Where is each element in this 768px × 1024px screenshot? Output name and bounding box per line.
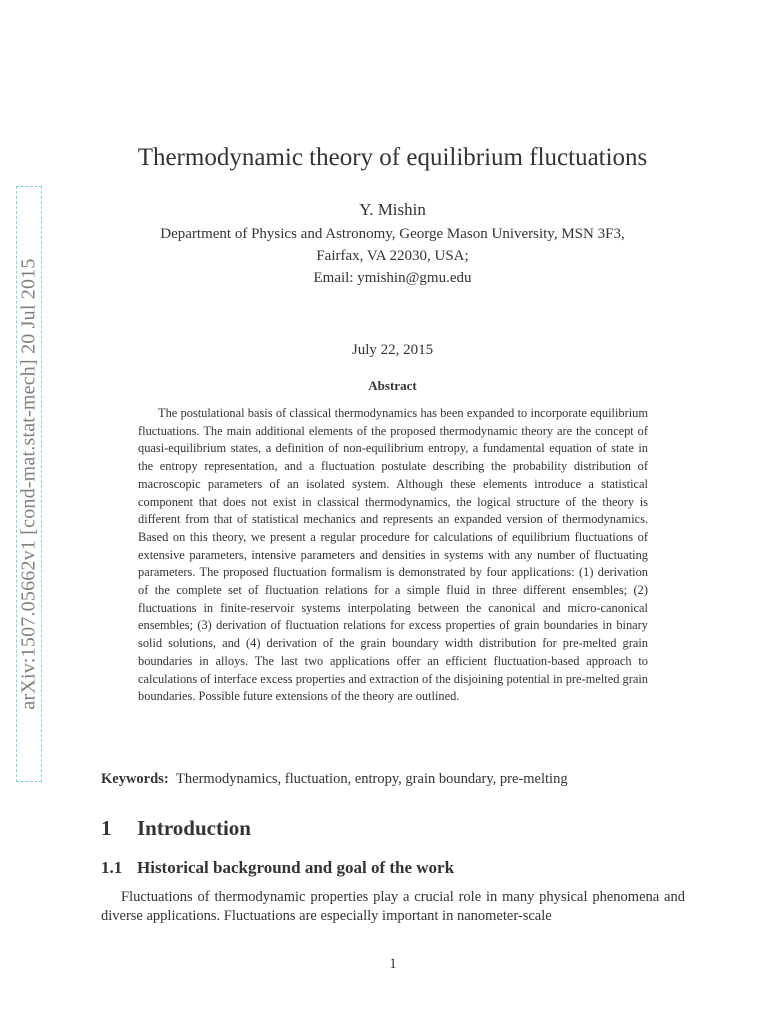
subsection-number: 1.1 bbox=[101, 858, 123, 877]
keywords-text: Thermodynamics, fluctuation, entropy, grain boundary, pre-melting bbox=[176, 771, 568, 787]
keywords-label: Keywords: bbox=[101, 771, 169, 787]
paper-title: Thermodynamic theory of equilibrium fluctuations bbox=[137, 144, 648, 171]
affiliation-line-1: Department of Physics and Astronomy, George Mason University, MSN 3F3, bbox=[160, 226, 625, 242]
abstract-heading: Abstract bbox=[368, 378, 417, 393]
page-number: 1 bbox=[389, 956, 397, 972]
author: Y. Mishin bbox=[359, 200, 426, 219]
section-title: Introduction bbox=[137, 816, 251, 840]
keywords bbox=[101, 771, 568, 788]
subsection-title: Historical background and goal of the work bbox=[137, 858, 455, 877]
abstract-body: The postulational basis of classical thermodynamics has been expanded to incorporate equilibrium fluctuations. The main additional elements of the proposed thermodynamic theory are the concept of quasi-equilibrium states, a definition of non-equilibrium entropy, a fundamental equation of state in the entropy representation, and a fluctuation postulate describing the probability distribution of macroscopic parameters of an isolated system. Although these elements introduce a statistical component that does not exist in classical thermodynamics, the logical structure of the theory is different from that of statistical mechanics and represents an expanded version of thermodynamics. Based on this theory, we present a regular procedure for calculations of equilibrium fluctuations of extensive parameters, intensive parameters and densities in systems with any number of fluctuating parameters. The proposed fluctuation formalism is demonstrated by four applications: (1) derivation of the complete set of fluctuation relations for a simple fluid in three different ensembles; (2) fluctuations in finite-reservoir systems interpolating between the canonical and micro-canonical ensembles; (3) derivation of fluctuation relations for excess properties of grain boundaries in binary solid solutions, and (4) derivation of the grain boundary width distribution for pre-melted grain boundaries in alloys. The last two applications offer an efficient fluctuation-based approach to calculations of interface excess properties and extraction of the disjoining potential in pre-melted grain boundaries. Possible future extensions of the theory are outlined. bbox=[138, 406, 648, 704]
subsection-heading bbox=[101, 858, 454, 878]
section-heading bbox=[101, 816, 251, 841]
arxiv-stamp-text: arXiv:1507.05662v1 [cond-mat.stat-mech] 20 Jul 2015 bbox=[17, 258, 40, 710]
affiliation-line-2: Fairfax, VA 22030, USA; bbox=[316, 248, 469, 264]
intro-paragraph: Fluctuations of thermodynamic properties play a crucial role in many physical phenomena and diverse applications. Fluctuations are especially important in nanometer-scale bbox=[101, 889, 685, 924]
section-number: 1 bbox=[101, 816, 112, 840]
author-email: Email: ymishin@gmu.edu bbox=[313, 270, 472, 286]
arxiv-stamp bbox=[16, 186, 42, 782]
paper-date: July 22, 2015 bbox=[351, 342, 434, 358]
